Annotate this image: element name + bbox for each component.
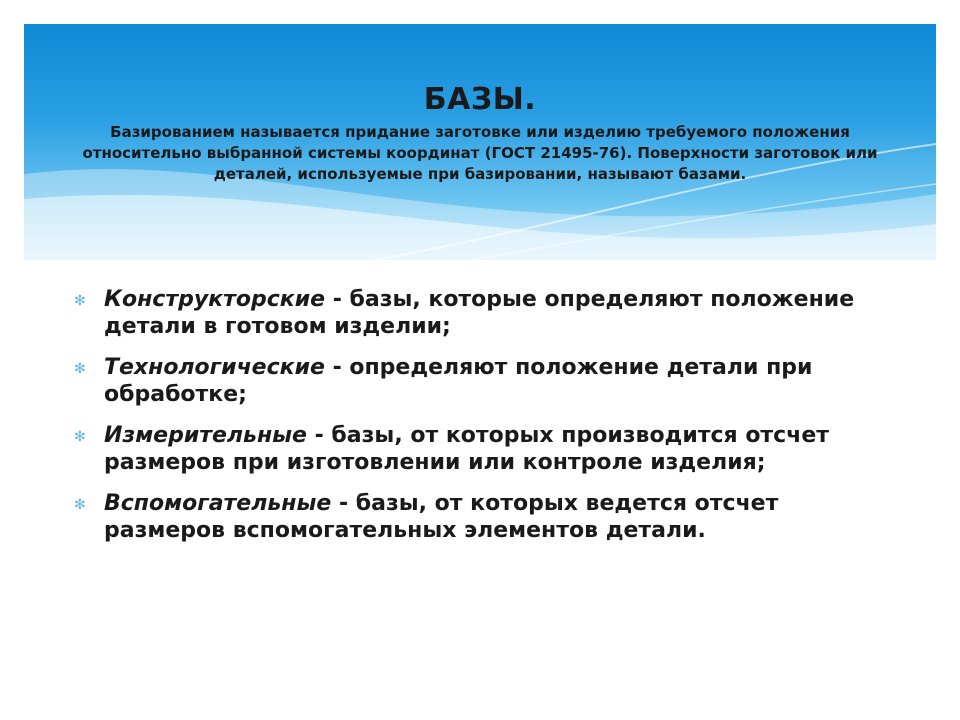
asterisk-bullet-icon: ✻ <box>74 293 86 309</box>
term-label: Конструкторские <box>104 287 326 312</box>
term-definition: - базы, от которых производится отсчет размеров при изготовлении или контроле изделия; <box>104 423 830 475</box>
list-item <box>72 354 892 408</box>
list-item <box>72 422 892 476</box>
term-definition: - базы, которые определяют положение детали в готовом изделии; <box>104 287 855 339</box>
term-label: Измерительные <box>104 423 307 448</box>
slide-title: БАЗЫ. <box>423 82 537 117</box>
asterisk-bullet-icon: ✻ <box>74 497 86 513</box>
term-definition: - определяют положение детали при обработке; <box>104 355 813 407</box>
term-label: Вспомогательные <box>104 491 332 516</box>
list-item <box>72 286 892 340</box>
title-block <box>24 82 936 185</box>
term-definition: - базы, от которых ведется отсчет размеров вспомогательных элементов детали. <box>104 491 779 543</box>
list-item <box>72 490 892 544</box>
content-list <box>72 286 892 558</box>
asterisk-bullet-icon: ✻ <box>74 429 86 445</box>
term-label: Технологические <box>104 355 325 380</box>
slide-subtitle: Базированием называется придание заготовке или изделию требуемого положения относительно выбранной системы координат (ГОСТ 21495-76). Поверхности заготовок или деталей, используемые при базировании, называют базами. <box>82 123 878 183</box>
asterisk-bullet-icon: ✻ <box>74 361 86 377</box>
